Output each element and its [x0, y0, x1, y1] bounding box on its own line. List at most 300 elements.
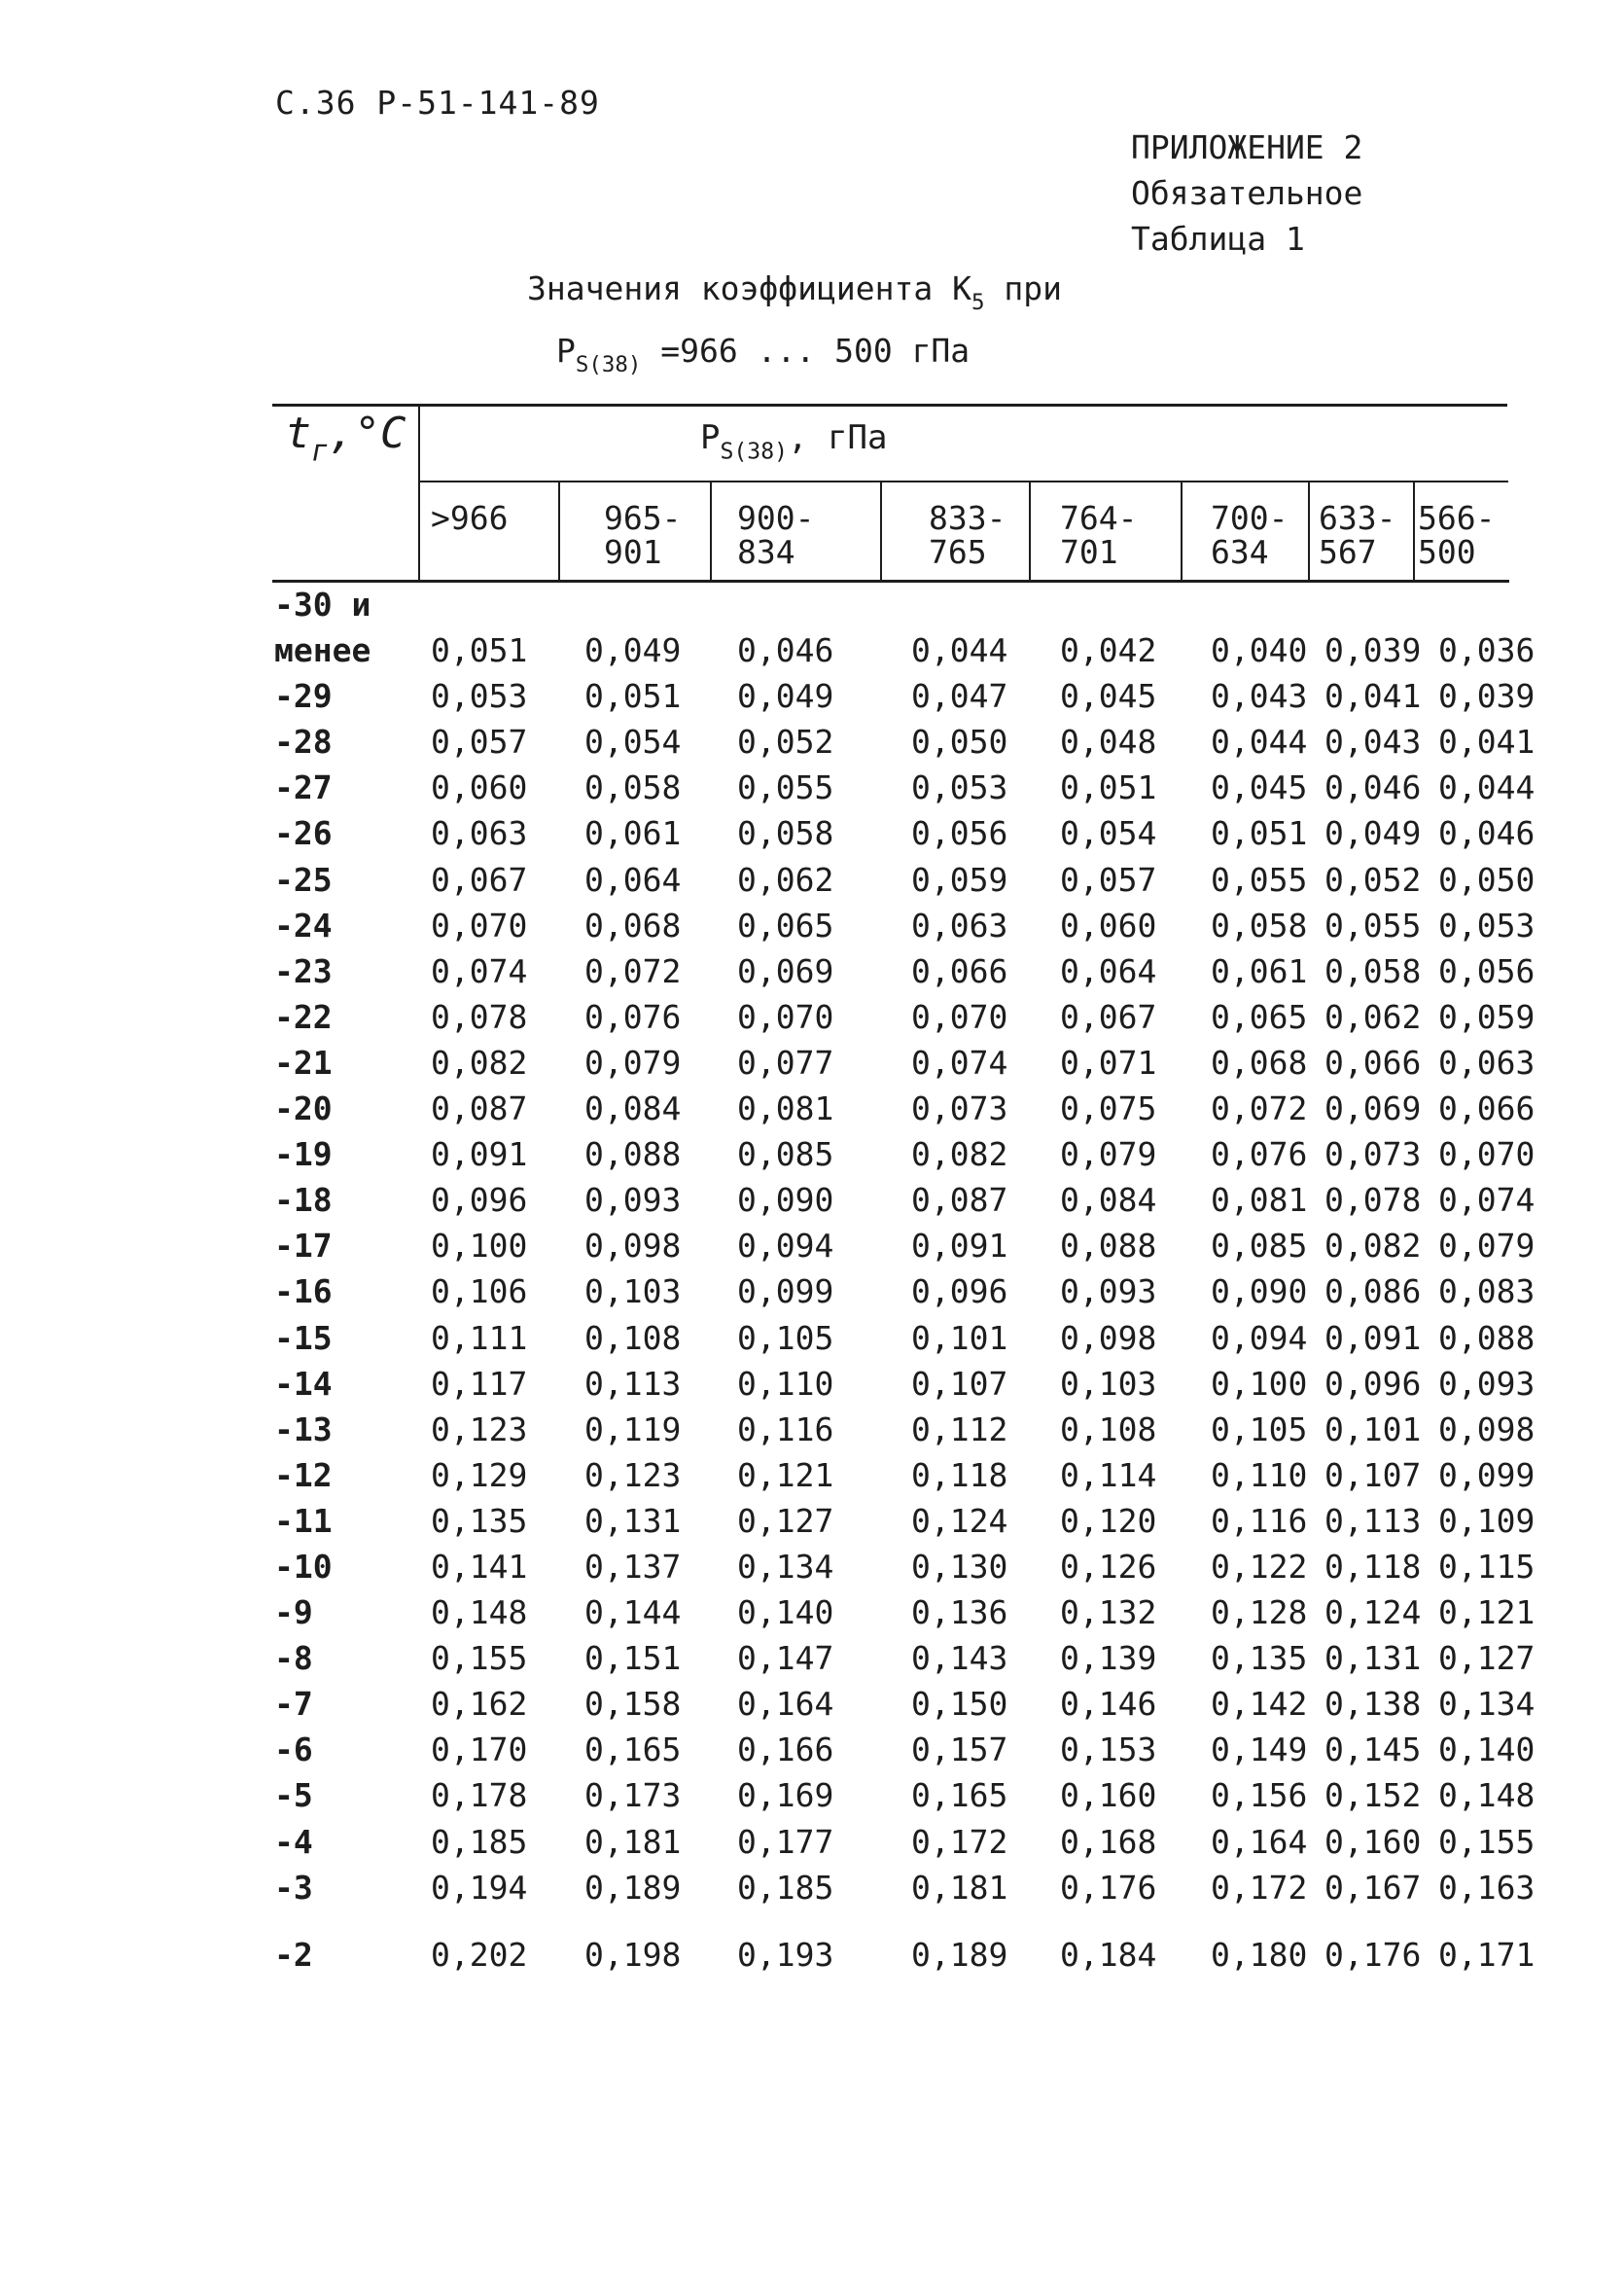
table-row	[0, 814, 1624, 860]
table-cell: 0,075	[1060, 1089, 1157, 1128]
table-cell: 0,093	[584, 1181, 682, 1220]
table-cell: 0,121	[737, 1455, 834, 1494]
table-cell: 0,054	[584, 723, 682, 762]
table-cell: 0,088	[1438, 1318, 1536, 1357]
row-label: -15	[274, 1318, 333, 1357]
table-cell: 0,056	[1438, 951, 1536, 990]
table-cell: 0,123	[431, 1410, 528, 1448]
row-label: -10	[274, 1547, 333, 1586]
row-label: -14	[274, 1364, 333, 1403]
table-cell: 0,072	[1211, 1089, 1308, 1128]
table-cell: 0,138	[1324, 1685, 1422, 1724]
table-row	[0, 1272, 1624, 1318]
table-row	[0, 861, 1624, 907]
table-cell: 0,079	[584, 1043, 682, 1082]
table-cell: 0,181	[584, 1822, 682, 1861]
table-row	[0, 952, 1624, 998]
table-cell: 0,164	[737, 1685, 834, 1724]
table-cell: 0,066	[1438, 1089, 1536, 1128]
table-cell: 0,189	[911, 1935, 1008, 1974]
table-cell: 0,059	[1438, 997, 1536, 1036]
row-label: -27	[274, 768, 333, 807]
row-label: -25	[274, 860, 333, 899]
table-row	[0, 1936, 1624, 1981]
table-cell: 0,074	[911, 1043, 1008, 1082]
table-cell: 0,043	[1211, 677, 1308, 716]
table-row	[0, 1776, 1624, 1822]
table-cell: 0,057	[431, 723, 528, 762]
table-cell: 0,074	[1438, 1181, 1536, 1220]
table-cell: 0,039	[1438, 677, 1536, 716]
table-cell: 0,105	[737, 1318, 834, 1357]
table-cell: 0,176	[1060, 1868, 1157, 1907]
table-cell: 0,155	[431, 1639, 528, 1678]
table-cell: 0,162	[431, 1685, 528, 1724]
table-cell: 0,057	[1060, 860, 1157, 899]
table-cell: 0,063	[1438, 1043, 1536, 1082]
table-cell: 0,060	[1060, 906, 1157, 945]
table-cell: 0,064	[584, 860, 682, 899]
table-cell: 0,067	[1060, 997, 1157, 1036]
table-cell: 0,066	[1324, 1043, 1422, 1082]
table-cell: 0,053	[911, 768, 1008, 807]
row-label: -7	[274, 1685, 313, 1724]
table-cell: 0,098	[1438, 1410, 1536, 1448]
table-cell: 0,123	[584, 1455, 682, 1494]
table-cell: 0,091	[911, 1227, 1008, 1266]
table-cell: 0,132	[1060, 1593, 1157, 1632]
table-cell: 0,103	[584, 1272, 682, 1311]
table-cell: 0,083	[1438, 1272, 1536, 1311]
table-row	[0, 1593, 1624, 1639]
title-pressure-range: =966 ... 500 гПа	[641, 332, 971, 371]
table-cell: 0,189	[584, 1868, 682, 1907]
table-cell: 0,160	[1060, 1776, 1157, 1815]
table-cell: 0,065	[1211, 997, 1308, 1036]
table-cell: 0,169	[737, 1776, 834, 1815]
table-cell: 0,176	[1324, 1935, 1422, 1974]
column-header: 633- 567	[1319, 499, 1396, 571]
row-header-divider	[418, 406, 420, 581]
table-cell: 0,185	[431, 1822, 528, 1861]
table-cell: 0,153	[1060, 1731, 1157, 1769]
table-row	[0, 1089, 1624, 1135]
row-label: -20	[274, 1089, 333, 1128]
table-row	[0, 1319, 1624, 1365]
table-cell: 0,160	[1324, 1822, 1422, 1861]
table-cell: 0,059	[911, 860, 1008, 899]
table-row	[0, 1365, 1624, 1410]
row-label: -21	[274, 1043, 333, 1082]
table-cell: 0,148	[1438, 1776, 1536, 1815]
table-cell: 0,166	[737, 1731, 834, 1769]
table-cell: 0,040	[1211, 631, 1308, 670]
table-cell: 0,045	[1211, 768, 1308, 807]
table-cell: 0,107	[911, 1364, 1008, 1403]
table-cell: 0,084	[584, 1089, 682, 1128]
table-row	[0, 1731, 1624, 1776]
row-label: -17	[274, 1227, 333, 1266]
table-cell: 0,070	[1438, 1135, 1536, 1174]
table-cell: 0,106	[431, 1272, 528, 1311]
table-cell: 0,086	[1324, 1272, 1422, 1311]
column-divider	[1181, 482, 1183, 581]
table-row	[0, 723, 1624, 768]
table-cell: 0,108	[1060, 1410, 1157, 1448]
table-cell: 0,198	[584, 1935, 682, 1974]
table-cell: 0,085	[1211, 1227, 1308, 1266]
table-cell: 0,137	[584, 1547, 682, 1586]
table-cell: 0,156	[1211, 1776, 1308, 1815]
table-cell: 0,049	[737, 677, 834, 716]
table-title	[527, 265, 1062, 389]
table-cell: 0,090	[1211, 1272, 1308, 1311]
table-cell: 0,087	[911, 1181, 1008, 1220]
table-row-label-top	[0, 586, 1624, 631]
table-cell: 0,149	[1211, 1731, 1308, 1769]
row-label: -30 и	[274, 586, 371, 624]
table-cell: 0,144	[584, 1593, 682, 1632]
table-cell: 0,049	[1324, 814, 1422, 853]
table-row	[0, 1502, 1624, 1548]
table-cell: 0,054	[1060, 814, 1157, 853]
column-header: 700- 634	[1211, 499, 1289, 571]
table-cell: 0,151	[584, 1639, 682, 1678]
temperature-column-header: $t_г,^\circ С$	[285, 409, 406, 469]
table-cell: 0,136	[911, 1593, 1008, 1632]
table-cell: 0,116	[1211, 1501, 1308, 1540]
table-cell: 0,079	[1060, 1135, 1157, 1174]
column-divider	[1029, 482, 1031, 581]
table-cell: 0,051	[1060, 768, 1157, 807]
table-cell: 0,110	[737, 1364, 834, 1403]
table-cell: 0,126	[1060, 1547, 1157, 1586]
table-cell: 0,147	[737, 1639, 834, 1678]
table-cell: 0,081	[737, 1089, 834, 1128]
table-cell: 0,050	[911, 723, 1008, 762]
table-cell: 0,043	[1324, 723, 1422, 762]
table-cell: 0,130	[911, 1547, 1008, 1586]
row-label: менее	[274, 631, 371, 670]
table-cell: 0,073	[911, 1089, 1008, 1128]
table-cell: 0,120	[1060, 1501, 1157, 1540]
table-cell: 0,065	[737, 906, 834, 945]
table-cell: 0,185	[737, 1868, 834, 1907]
column-header: 764- 701	[1060, 499, 1138, 571]
table-cell: 0,094	[1211, 1318, 1308, 1357]
table-cell: 0,202	[431, 1935, 528, 1974]
table-cell: 0,051	[431, 631, 528, 670]
column-divider	[1413, 482, 1415, 581]
column-header: >966	[431, 499, 509, 537]
table-cell: 0,124	[1324, 1593, 1422, 1632]
title-text-end: при	[984, 269, 1062, 307]
table-cell: 0,093	[1438, 1364, 1536, 1403]
table-cell: 0,099	[1438, 1455, 1536, 1494]
table-cell: 0,061	[584, 814, 682, 853]
table-cell: 0,090	[737, 1181, 834, 1220]
table-cell: 0,074	[431, 951, 528, 990]
table-cell: 0,111	[431, 1318, 528, 1357]
appendix-status: Обязательное	[1131, 174, 1363, 212]
table-cell: 0,118	[911, 1455, 1008, 1494]
pressure-group-header: $P_{S(38)}$, гПа	[700, 418, 888, 465]
table-cell: 0,107	[1324, 1455, 1422, 1494]
column-header: 566- 500	[1418, 499, 1496, 571]
table-cell: 0,152	[1324, 1776, 1422, 1815]
table-cell: 0,172	[1211, 1868, 1308, 1907]
table-cell: 0,046	[1324, 768, 1422, 807]
table-cell: 0,060	[431, 768, 528, 807]
table-cell: 0,115	[1438, 1547, 1536, 1586]
table-cell: 0,078	[431, 997, 528, 1036]
table-cell: 0,165	[584, 1731, 682, 1769]
table-cell: 0,070	[737, 997, 834, 1036]
table-cell: 0,140	[737, 1593, 834, 1632]
table-cell: 0,142	[1211, 1685, 1308, 1724]
table-cell: 0,096	[431, 1181, 528, 1220]
row-label: -18	[274, 1181, 333, 1220]
table-cell: 0,052	[737, 723, 834, 762]
table-cell: 0,119	[584, 1410, 682, 1448]
title-pressure-symbol: P	[556, 332, 576, 371]
table-cell: 0,114	[1060, 1455, 1157, 1494]
table-cell: 0,051	[1211, 814, 1308, 853]
table-cell: 0,103	[1060, 1364, 1157, 1403]
table-cell: 0,072	[584, 951, 682, 990]
table-row	[0, 907, 1624, 952]
table-cell: 0,096	[1324, 1364, 1422, 1403]
row-label: -23	[274, 951, 333, 990]
table-cell: 0,046	[737, 631, 834, 670]
table-body	[0, 586, 1624, 1981]
table-cell: 0,042	[1060, 631, 1157, 670]
table-cell: 0,085	[737, 1135, 834, 1174]
table-row	[0, 631, 1624, 677]
table-row	[0, 768, 1624, 814]
table-cell: 0,078	[1324, 1181, 1422, 1220]
appendix-block	[1131, 125, 1362, 262]
table-cell: 0,045	[1060, 677, 1157, 716]
table-cell: 0,093	[1060, 1272, 1157, 1311]
table-cell: 0,163	[1438, 1868, 1536, 1907]
table-cell: 0,139	[1060, 1639, 1157, 1678]
title-text: Значения коэффициента K	[527, 269, 971, 307]
row-label: -4	[274, 1822, 313, 1861]
table-cell: 0,167	[1324, 1868, 1422, 1907]
pressure-header-divider	[419, 481, 1508, 482]
table-cell: 0,058	[737, 814, 834, 853]
table-cell: 0,062	[737, 860, 834, 899]
page-reference: С.36 Р-51-141-89	[275, 84, 600, 122]
table-cell: 0,058	[1211, 906, 1308, 945]
table-row	[0, 1456, 1624, 1502]
table-cell: 0,118	[1324, 1547, 1422, 1586]
table-cell: 0,184	[1060, 1935, 1157, 1974]
table-cell: 0,181	[911, 1868, 1008, 1907]
table-cell: 0,061	[1211, 951, 1308, 990]
table-cell: 0,140	[1438, 1731, 1536, 1769]
table-cell: 0,127	[1438, 1639, 1536, 1678]
table-row	[0, 1685, 1624, 1731]
table-cell: 0,066	[911, 951, 1008, 990]
table-cell: 0,110	[1211, 1455, 1308, 1494]
table-cell: 0,113	[584, 1364, 682, 1403]
table-cell: 0,116	[737, 1410, 834, 1448]
table-cell: 0,051	[584, 677, 682, 716]
table-cell: 0,055	[1211, 860, 1308, 899]
table-cell: 0,071	[1060, 1043, 1157, 1082]
table-cell: 0,168	[1060, 1822, 1157, 1861]
table-cell: 0,100	[1211, 1364, 1308, 1403]
table-row	[0, 1227, 1624, 1272]
table-cell: 0,180	[1211, 1935, 1308, 1974]
table-cell: 0,173	[584, 1776, 682, 1815]
table-cell: 0,135	[431, 1501, 528, 1540]
row-label: -3	[274, 1868, 313, 1907]
table-cell: 0,121	[1438, 1593, 1536, 1632]
table-cell: 0,058	[1324, 951, 1422, 990]
title-subscript: 5	[971, 290, 985, 316]
table-cell: 0,134	[1438, 1685, 1536, 1724]
table-cell: 0,172	[911, 1822, 1008, 1861]
table-cell: 0,058	[584, 768, 682, 807]
table-row	[0, 998, 1624, 1044]
table-cell: 0,069	[737, 951, 834, 990]
table-cell: 0,064	[1060, 951, 1157, 990]
table-cell: 0,113	[1324, 1501, 1422, 1540]
column-divider	[880, 482, 882, 581]
column-divider	[558, 482, 560, 581]
row-label: -2	[274, 1935, 313, 1974]
table-cell: 0,069	[1324, 1089, 1422, 1128]
table-cell: 0,193	[737, 1935, 834, 1974]
row-label: -8	[274, 1639, 313, 1678]
row-label: -9	[274, 1593, 313, 1632]
table-cell: 0,177	[737, 1822, 834, 1861]
table-cell: 0,070	[911, 997, 1008, 1036]
table-cell: 0,047	[911, 677, 1008, 716]
table-cell: 0,050	[1438, 860, 1536, 899]
table-cell: 0,194	[431, 1868, 528, 1907]
table-cell: 0,082	[911, 1135, 1008, 1174]
table-cell: 0,088	[584, 1135, 682, 1174]
table-cell: 0,145	[1324, 1731, 1422, 1769]
table-row	[0, 1181, 1624, 1227]
row-label: -19	[274, 1135, 333, 1174]
table-cell: 0,063	[911, 906, 1008, 945]
row-label: -13	[274, 1410, 333, 1448]
table-cell: 0,088	[1060, 1227, 1157, 1266]
table-cell: 0,076	[584, 997, 682, 1036]
table-cell: 0,041	[1324, 677, 1422, 716]
table-cell: 0,171	[1438, 1935, 1536, 1974]
table-cell: 0,077	[737, 1043, 834, 1082]
row-label: -6	[274, 1731, 313, 1769]
row-label: -16	[274, 1272, 333, 1311]
table-cell: 0,128	[1211, 1593, 1308, 1632]
table-cell: 0,146	[1060, 1685, 1157, 1724]
table-cell: 0,087	[431, 1089, 528, 1128]
table-cell: 0,158	[584, 1685, 682, 1724]
row-label: -22	[274, 997, 333, 1036]
row-label: -26	[274, 814, 333, 853]
table-cell: 0,068	[1211, 1043, 1308, 1082]
table-cell: 0,049	[584, 631, 682, 670]
table-cell: 0,053	[431, 677, 528, 716]
table-cell: 0,141	[431, 1547, 528, 1586]
table-number: Таблица 1	[1131, 220, 1305, 258]
row-label: -28	[274, 723, 333, 762]
table-cell: 0,094	[737, 1227, 834, 1266]
table-cell: 0,036	[1438, 631, 1536, 670]
table-cell: 0,068	[584, 906, 682, 945]
table-cell: 0,044	[911, 631, 1008, 670]
table-cell: 0,127	[737, 1501, 834, 1540]
table-row	[0, 677, 1624, 723]
table-cell: 0,063	[431, 814, 528, 853]
table-cell: 0,122	[1211, 1547, 1308, 1586]
table-row	[0, 1869, 1624, 1914]
table-cell: 0,131	[1324, 1639, 1422, 1678]
table-cell: 0,098	[584, 1227, 682, 1266]
row-label: -5	[274, 1776, 313, 1815]
table-cell: 0,082	[1324, 1227, 1422, 1266]
table-cell: 0,109	[1438, 1501, 1536, 1540]
table-cell: 0,082	[431, 1043, 528, 1082]
table-cell: 0,091	[1324, 1318, 1422, 1357]
table-cell: 0,039	[1324, 631, 1422, 670]
table-row	[0, 1823, 1624, 1869]
row-label: -11	[274, 1501, 333, 1540]
table-cell: 0,091	[431, 1135, 528, 1174]
header-bottom-border	[272, 580, 1509, 583]
table-cell: 0,105	[1211, 1410, 1308, 1448]
table-cell: 0,117	[431, 1364, 528, 1403]
row-label: -29	[274, 677, 333, 716]
table-cell: 0,073	[1324, 1135, 1422, 1174]
table-cell: 0,099	[737, 1272, 834, 1311]
table-cell: 0,143	[911, 1639, 1008, 1678]
table-cell: 0,100	[431, 1227, 528, 1266]
table-cell: 0,044	[1211, 723, 1308, 762]
table-cell: 0,101	[1324, 1410, 1422, 1448]
table-cell: 0,148	[431, 1593, 528, 1632]
table-cell: 0,098	[1060, 1318, 1157, 1357]
table-cell: 0,131	[584, 1501, 682, 1540]
table-cell: 0,084	[1060, 1181, 1157, 1220]
table-cell: 0,067	[431, 860, 528, 899]
column-header: 965- 901	[604, 499, 682, 571]
column-divider	[1308, 482, 1310, 581]
table-cell: 0,052	[1324, 860, 1422, 899]
column-header: 900- 834	[737, 499, 815, 571]
table-cell: 0,076	[1211, 1135, 1308, 1174]
table-cell: 0,155	[1438, 1822, 1536, 1861]
column-header: 833- 765	[929, 499, 1006, 571]
table-cell: 0,096	[911, 1272, 1008, 1311]
table-cell: 0,170	[431, 1731, 528, 1769]
table-cell: 0,124	[911, 1501, 1008, 1540]
table-cell: 0,062	[1324, 997, 1422, 1036]
column-divider	[710, 482, 712, 581]
table-cell: 0,178	[431, 1776, 528, 1815]
table-cell: 0,101	[911, 1318, 1008, 1357]
table-row	[0, 1548, 1624, 1593]
row-label: -24	[274, 906, 333, 945]
table-cell: 0,053	[1438, 906, 1536, 945]
table-cell: 0,055	[737, 768, 834, 807]
